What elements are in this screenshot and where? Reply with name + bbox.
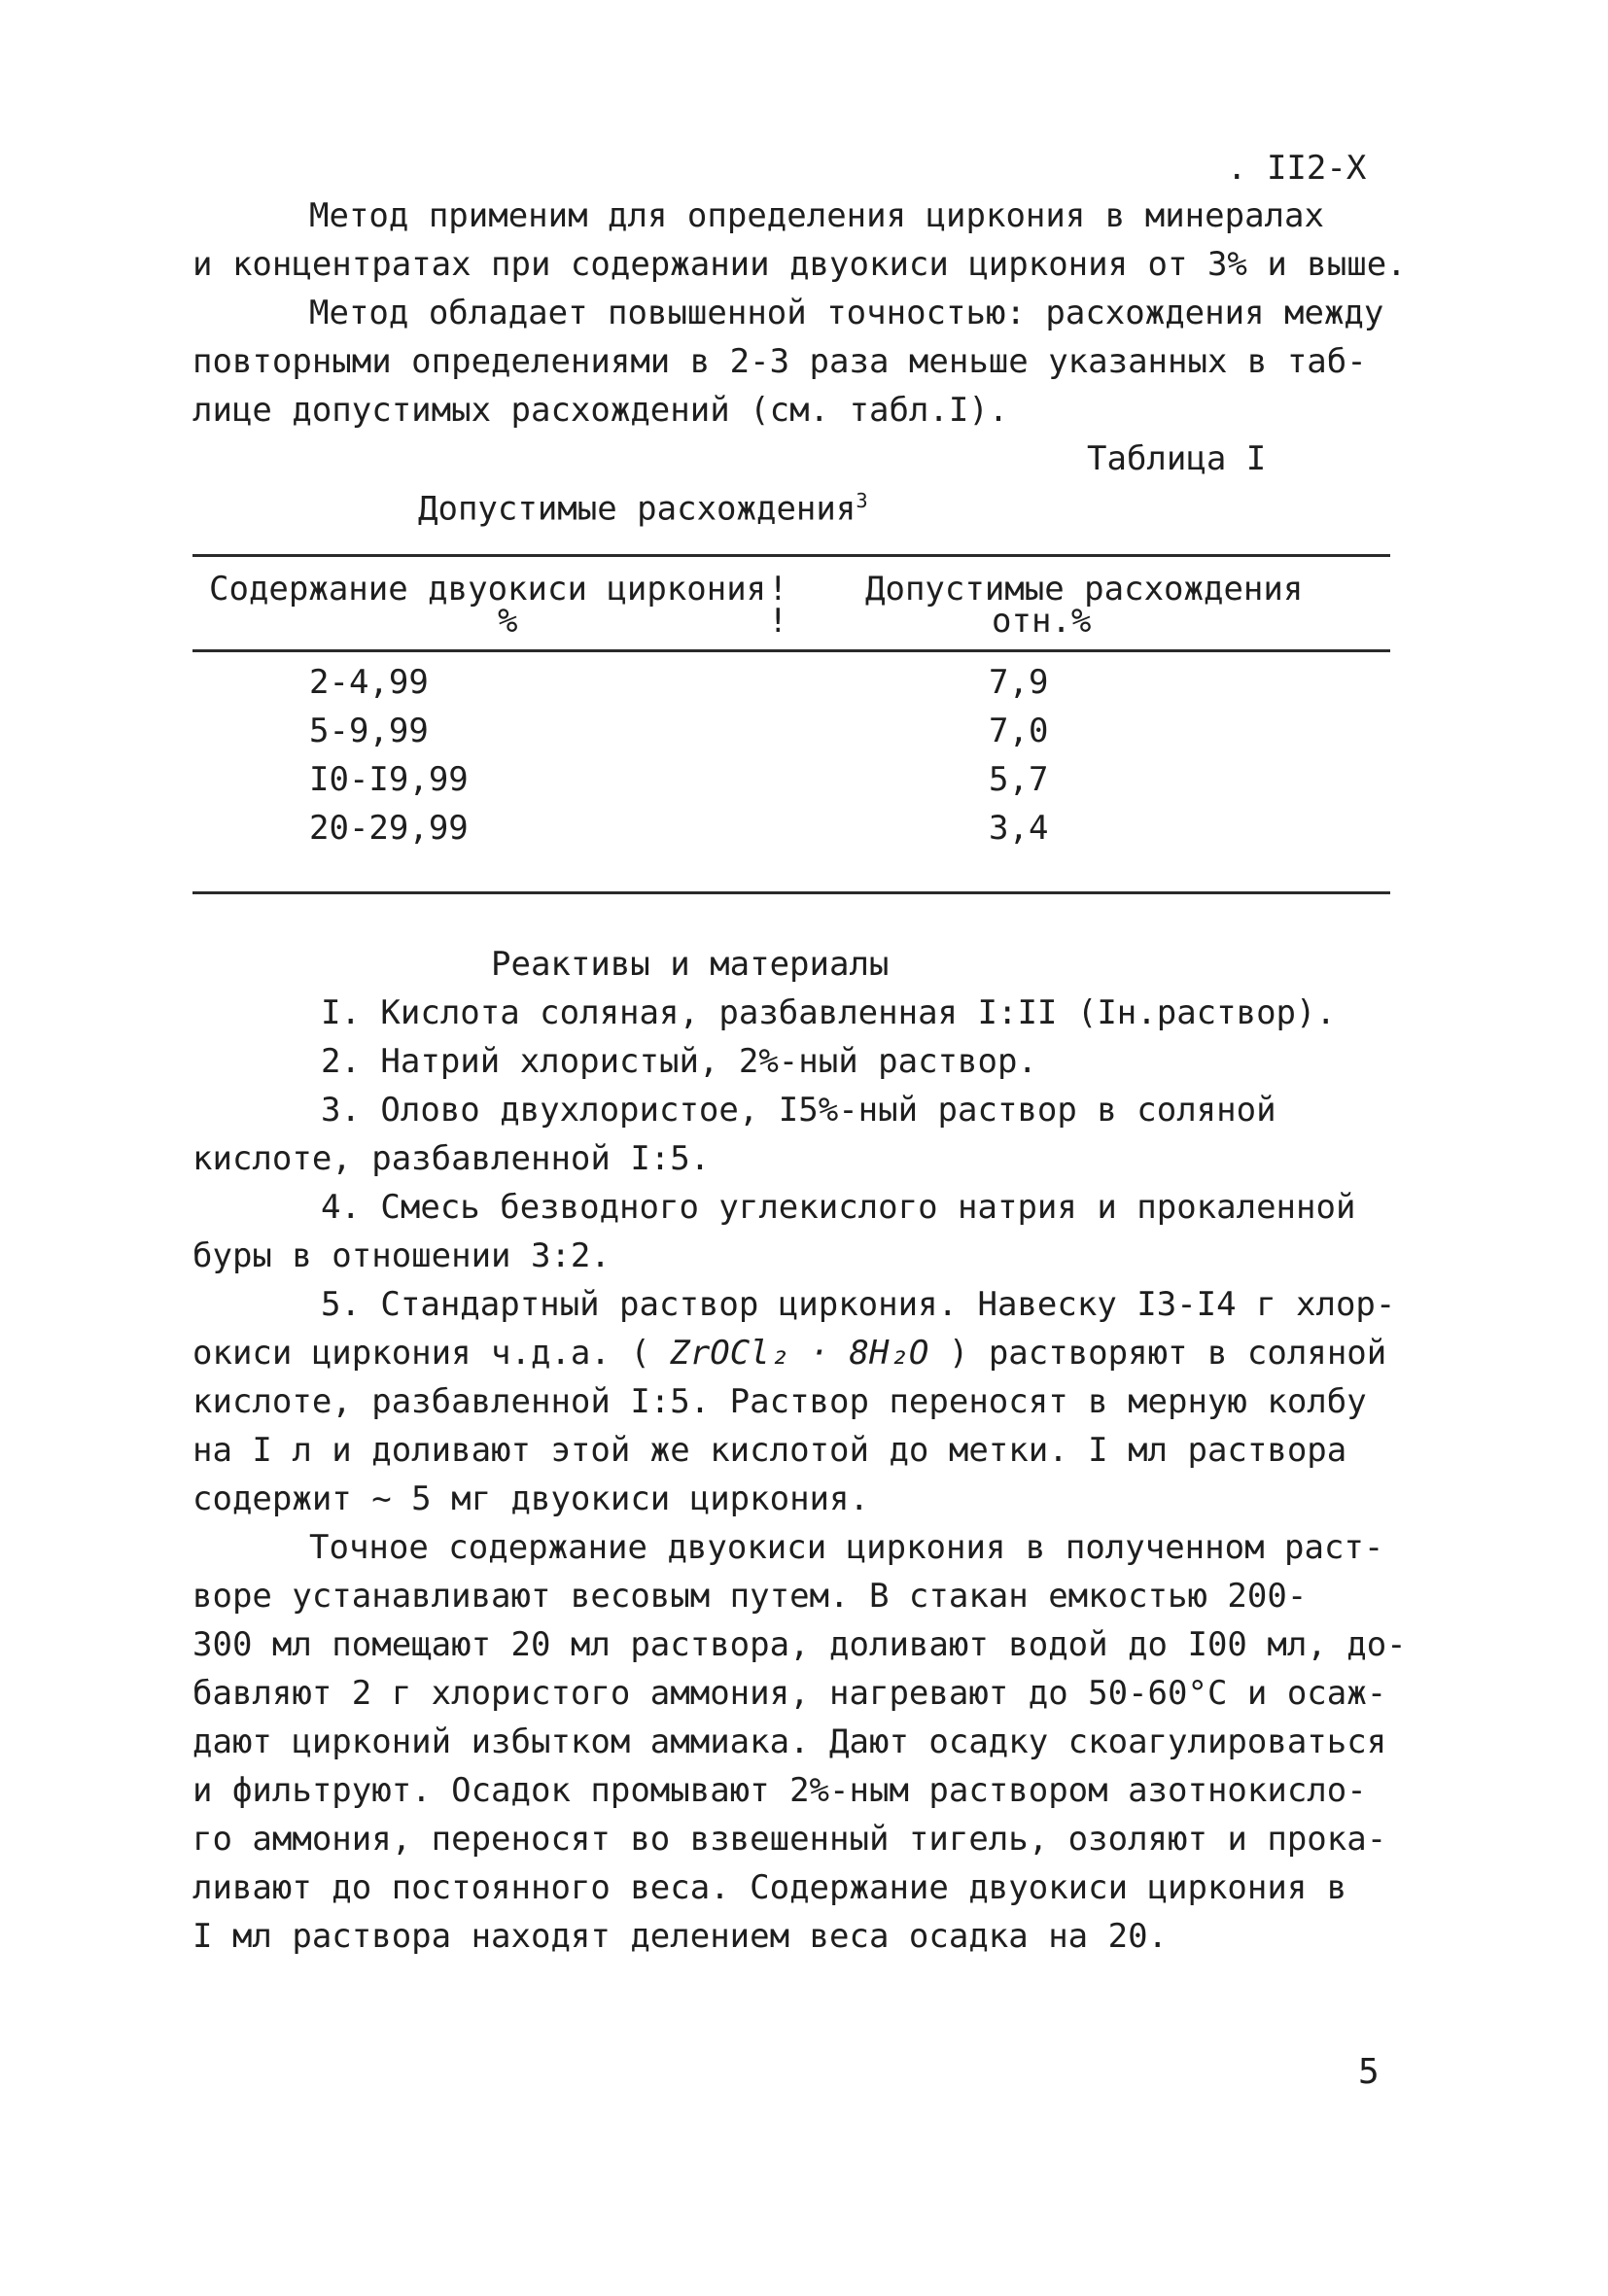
table-header-separator: ! [768,602,788,641]
reagent-item-cont: кислоте, разбавленной I:5. [192,1139,711,1178]
table-caption-mark: 3 [856,489,868,512]
procedure-line: бавляют 2 г хлористого аммония, нагревают до 50-60°С и осаж- [192,1674,1387,1713]
page-number: 5 [1358,2052,1380,2092]
reagent-item: 4. Смесь безводного углекислого натрия и прокаленной [321,1188,1356,1227]
procedure-line: и фильтруют. Осадок промывают 2%-ным раствором азотнокисло- [192,1771,1367,1810]
table-cell-content: 2-4,99 [309,663,429,702]
table-cell-value: 7,0 [989,712,1049,750]
table-cell-value: 7,9 [989,663,1049,702]
procedure-line: 300 мл помещают 20 мл раствора, доливают водой до I00 мл, до- [192,1625,1407,1664]
intro-line: и концентратах при содержании двуокиси циркония от 3% и выше. [192,245,1407,284]
table-label: Таблица I [1087,439,1267,478]
intro-line: Метод обладает повышенной точностью: расхождения между [309,294,1384,332]
reagent-item-cont: на I л и доливают этой же кислотой до метки. I мл раствора [192,1431,1347,1470]
table-cell-value: 3,4 [989,809,1049,848]
reagent-item-cont: кислоте, разбавленной I:5. Раствор переносят в мерную колбу [192,1382,1367,1421]
table-cell-content: 20-29,99 [309,809,469,848]
intro-line: лице допустимых расхождений (см. табл.I). [192,391,1009,430]
table-header-separator: ! [768,570,788,609]
reagent-item-cont: буры в отношении 3:2. [192,1236,611,1275]
intro-line: повторными определениями в 2-3 раза меньше указанных в таб- [192,342,1367,381]
table-cell-content: I0-I9,99 [309,760,469,799]
table-header-col1-unit: % [498,602,518,641]
document-code: . II2-X [1227,149,1367,188]
procedure-line: воре устанавливают весовым путем. В стакан емкостью 200- [192,1577,1308,1616]
reagent-item-cont [192,1334,1387,1373]
reagent-text: ) растворяют в соляной [948,1334,1387,1373]
table-header-col2: Допустимые расхождения [865,570,1304,609]
reagent-item: 2. Натрий хлористый, 2%-ный раствор. [321,1042,1037,1081]
table-caption [418,489,868,529]
procedure-line: ливают до постоянного веса. Содержание двуокиси циркония в [192,1868,1347,1907]
reagent-item: 5. Стандартный раствор циркония. Навеску I3-I4 г хлор- [321,1285,1396,1324]
table-bottom-rule [192,891,1390,894]
table-caption-text: Допустимые расхождения [418,489,856,529]
table-header-rule [192,649,1390,652]
intro-line: Метод применим для определения циркония в минералах [309,196,1324,235]
chemical-formula: ZrOCl₂ · 8H₂O [670,1334,929,1373]
reagent-item: I. Кислота соляная, разбавленная I:II (Iн.раствор). [321,993,1336,1032]
procedure-line: дают цирконий избытком аммиака. Дают осадку скоагулироваться [192,1722,1387,1761]
table-cell-content: 5-9,99 [309,712,429,750]
reagent-item: 3. Олово двухлористое, I5%-ный раствор в соляной [321,1091,1276,1130]
reagent-text: окиси циркония ч.д.а. ( [192,1334,650,1373]
table-top-rule [192,554,1390,557]
table-header-col1: Содержание двуокиси циркония [209,570,767,609]
reagent-item-cont: содержит ~ 5 мг двуокиси циркония. [192,1479,869,1518]
procedure-line: Точное содержание двуокиси циркония в полученном раст- [309,1528,1384,1567]
table-header-col2-unit: отн.% [992,602,1092,641]
procedure-line: го аммония, переносят во взвешенный тигель, озоляют и прока- [192,1820,1387,1859]
procedure-line: I мл раствора находят делением веса осадка на 20. [192,1917,1169,1956]
table-cell-value: 5,7 [989,760,1049,799]
section-title: Реактивы и материалы [491,945,890,984]
